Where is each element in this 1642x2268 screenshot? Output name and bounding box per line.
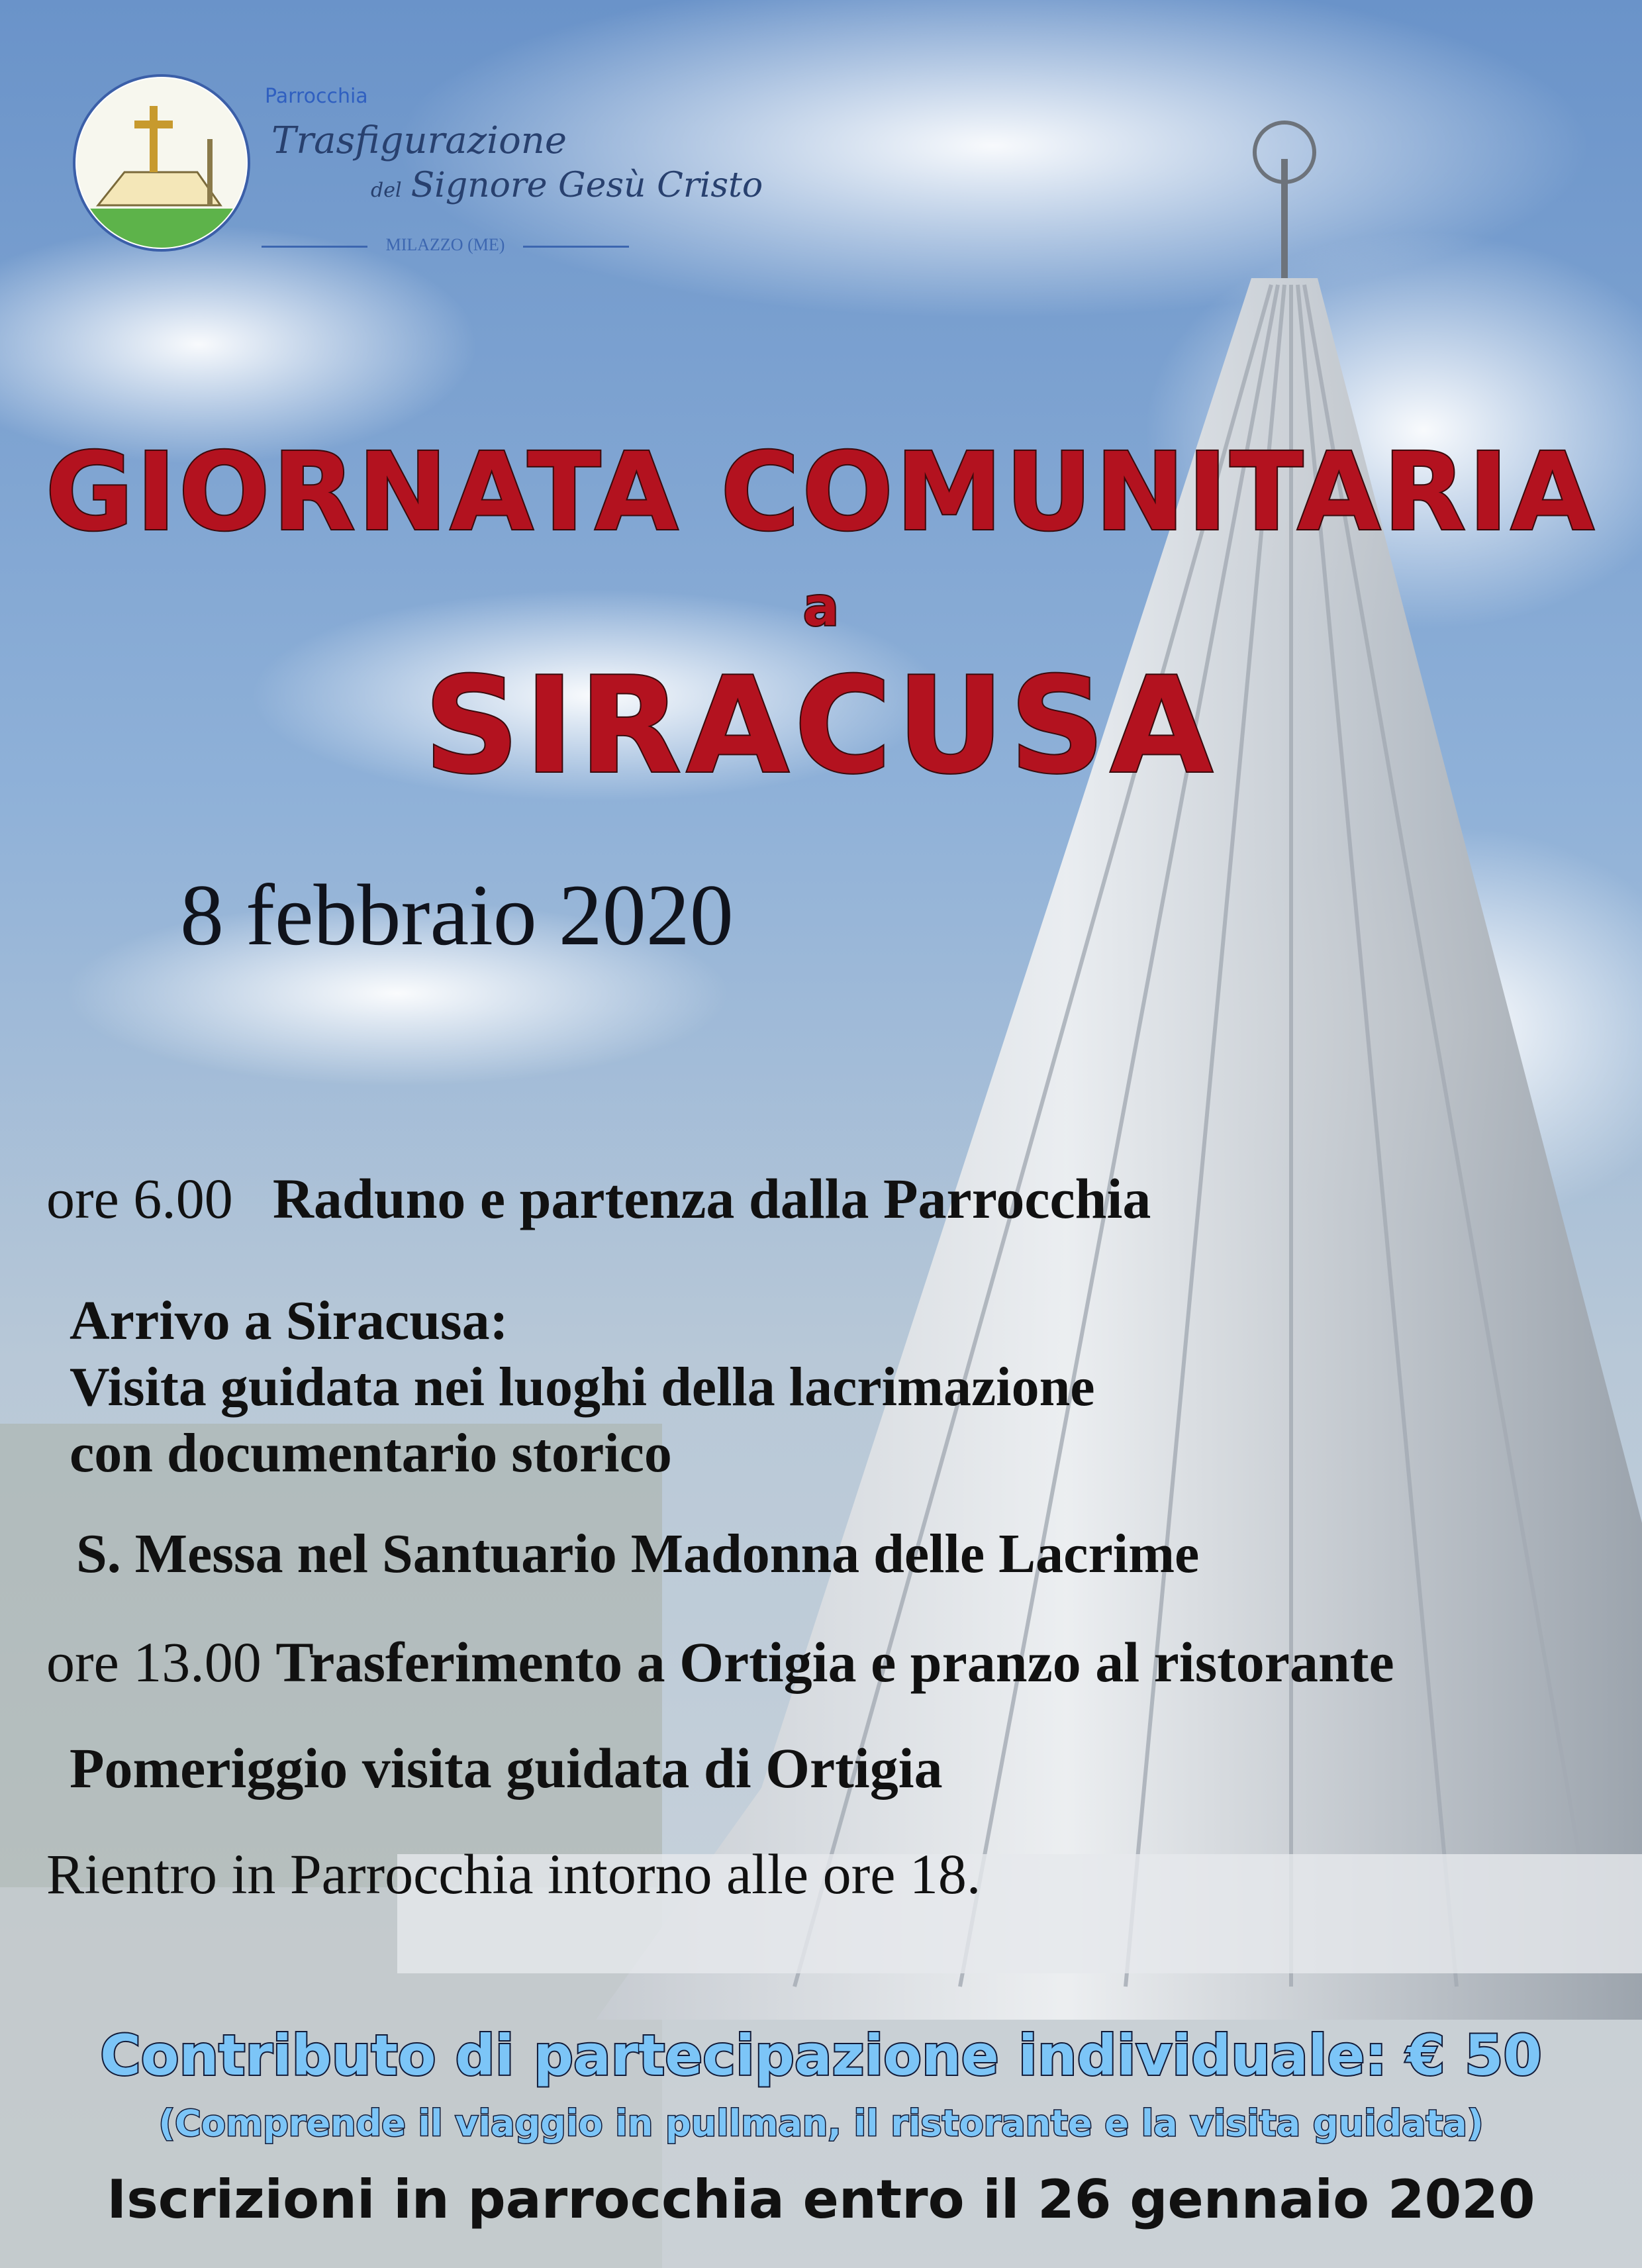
program-row-5: Pomeriggio visita guidata di Ortigia [70,1736,943,1800]
program-row-1-text: Raduno e partenza dalla Parrocchia [272,1167,1151,1230]
program-row-4-time: ore 13.00 [46,1630,262,1694]
program-row-2-line1: Arrivo a Siracusa: [70,1290,508,1352]
program-row-2-line3: con documentario storico [70,1422,672,1484]
program-row-3: S. Messa nel Santuario Madonna delle Lacrime [76,1523,1200,1585]
registration-deadline: Iscrizioni in parrocchia entro il 26 gennaio 2020 [107,2169,1535,2230]
parish-name-line1: Trasfigurazione [271,119,567,162]
program-row-1 [46,1165,1151,1232]
title-line3: SIRACUSA [424,649,1218,803]
program-row-4-text: Trasferimento a Ortigia e pranzo al ristorante [275,1630,1394,1694]
program-row-1-time: ore 6.00 [46,1167,233,1230]
program-row-2-line2: Visita guidata nei luoghi della lacrimazione [70,1356,1095,1418]
program-row-2 [70,1288,1095,1487]
parish-label: Parrocchia [265,85,368,108]
parish-logo [72,73,252,253]
title-line2: a [803,576,839,638]
contribution-text: Contributo di partecipazione individuale: € 50 [100,2023,1542,2088]
parish-name-line2-wrapper [371,166,763,205]
event-date: 8 febbraio 2020 [180,866,734,963]
title-line1: GIORNATA COMUNITARIA [45,430,1597,555]
parish-city: MILAZZO (ME) [262,235,629,255]
contribution-note: (Comprende il viaggio in pullman, il ristorante e la visita guidata) [158,2102,1484,2144]
parish-name-line2: Signore Gesù Cristo [410,166,763,205]
program-row-4 [46,1629,1394,1695]
program-row-6: Rientro in Parrocchia intorno alle ore 18. [46,1842,981,1906]
parish-name-del: del [371,179,402,202]
